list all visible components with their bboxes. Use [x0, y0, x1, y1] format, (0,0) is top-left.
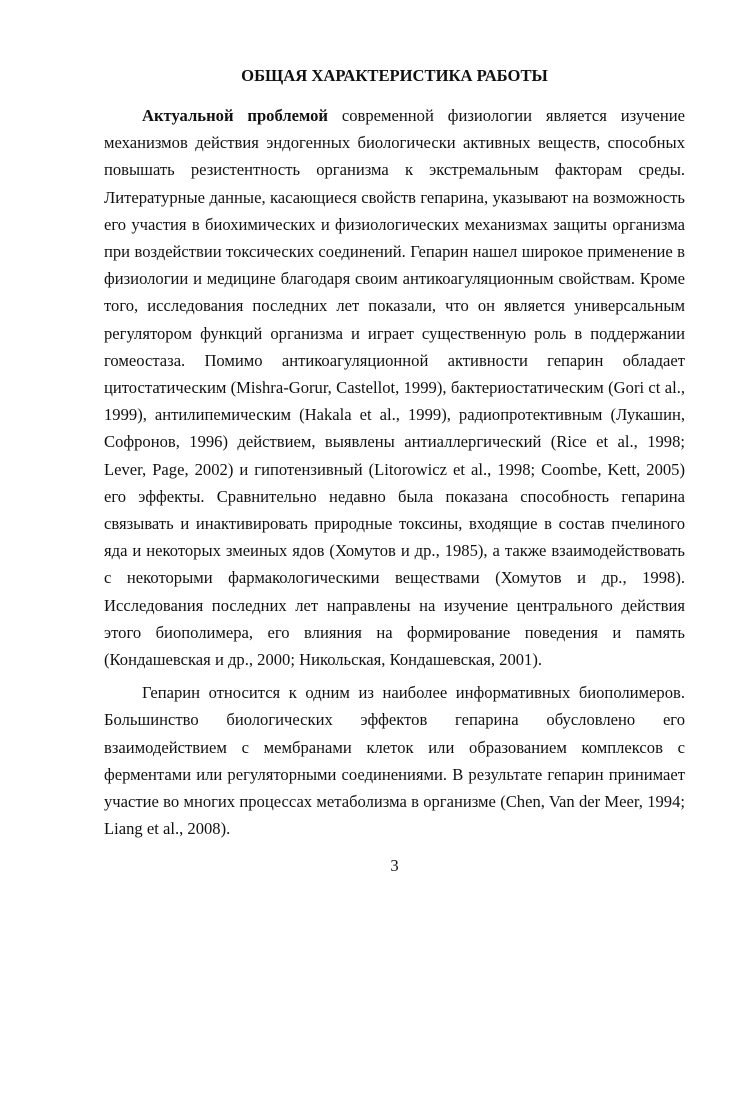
page-number: 3	[390, 856, 399, 876]
paragraph-lead-bold: Актуальной проблемой	[142, 106, 328, 125]
paragraph-heparin: Гепарин относится к одним из наиболее информативных биополимеров. Большинство биологических эффектов гепарина обусловлено его взаимодействием с мембранами клеток или образованием комплексов с ферментами или регуляторными соединениями. В результате гепарин принимает участие во многих процессах метаболизма в организме (Chen, Van der Meer, 1994; Liang et al., 2008).	[104, 683, 685, 839]
paragraph-relevance	[104, 102, 685, 673]
paragraph-relevance-text: современной физиологии является изучение механизмов действия эндогенных биологически активных веществ, способных повышать резистентность организма к экстремальным факторам среды. Литературные данные, касающиеся свойств гепарина, указывают на возможность его участия в биохимических и физиологических механизмах защиты организма при воздействии токсических соединений. Гепарин нашел широкое применение в физиологии и медицине благодаря своим антикоагуляционным свойствам. Кроме того, исследования последних лет показали, что он является универсальным регулятором функций организма и играет существенную роль в поддержании гомеостаза. Помимо антикоагуляционной активности гепарин обладает цитостатическим (Mishra-Gorur, Castellot, 1999), бактериостатическим (Gori ct al., 1999), антилипемическим (Hakala et al., 1999), радиопротективным (Лукашин, Софронов, 1996) действием, выявлены антиаллергический (Rice et al., 1998; Lever, Page, 2002) и гипотензивный (Litorowicz et al., 1998; Coombe, Kett, 2005) его эффекты. Сравнительно недавно была показана способность гепарина связывать и инактивировать природные токсины, входящие в состав пчелиного яда и некоторых змеиных ядов (Хомутов и др., 1985), а также взаимодействовать с некоторыми фармакологическими веществами (Хомутов и др., 1998). Исследования последних лет направлены на изучение центрального действия этого биополимера, его влияния на формирование поведения и память (Кондашевская и др., 2000; Никольская, Кондашевская, 2001).	[104, 106, 685, 670]
section-title: ОБЩАЯ ХАРАКТЕРИСТИКА РАБОТЫ	[241, 66, 548, 85]
